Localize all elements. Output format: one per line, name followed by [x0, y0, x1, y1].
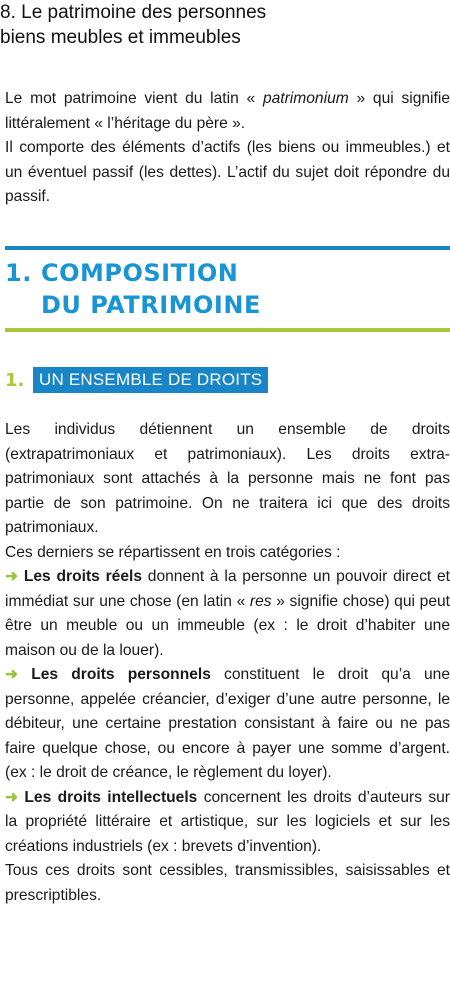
page-title-line-1: 8. Le patrimoine des personnes [0, 2, 267, 23]
list-item-droits-reels [5, 565, 450, 663]
section-bottom-rule [5, 328, 450, 332]
list-item-term: Les droits intellectuels [24, 788, 198, 806]
arrow-right-icon: ➜ [5, 788, 19, 806]
section-heading [5, 257, 450, 321]
body-text [5, 418, 450, 908]
list-item-text: » signifie chose) qui peut être un meuble ou un immeuble (ex : le droit d’habiter une maison ou de la louer). [5, 592, 450, 659]
arrow-right-icon: ➜ [5, 568, 19, 585]
section-number: 1. [5, 259, 32, 287]
list-item-text: donnent à la personne un pouvoir direct et immédiat sur une chose (en latin « [5, 568, 450, 610]
arrow-right-icon: ➜ [5, 666, 19, 683]
intro-latin-term: patrimonium [262, 90, 349, 107]
list-item-droits-intellectuels [5, 786, 450, 860]
list-item-latin-term: res [249, 592, 272, 610]
list-item-text: constituent le droit qu’a une personne, appelée créancier, d’exiger d’une autre personne, le débiteur, une certaine prestation consistant à faire ou ne pas faire quelque chose, ou encore à payer une somme d’argent. (ex : le droit de créance, le règlement du loyer). [5, 666, 450, 781]
section-title-line-2: DU PATRIMOINE [41, 291, 261, 319]
intro-text: » qui signifie littéralement « l’héritage du père ». [5, 90, 450, 132]
intro-paragraph-1 [5, 87, 450, 136]
list-item-term: Les droits réels [23, 568, 143, 585]
subsection-number: 1. [5, 369, 25, 391]
section-top-rule [5, 246, 450, 250]
intro-block [5, 87, 450, 210]
list-item-text: concernent les droits d’auteurs sur la propriété littéraire et artistique, sur les logiciels et sur les créations industriels (ex : brevets d’invention). [5, 788, 450, 855]
body-paragraph-1: Les individus détiennent un ensemble de droits (extrapatrimoniaux et patrimoniaux). Les droits extra-patrimoniaux sont attachés à la personne mais ne font pas partie de son patrimoine. On ne traitera ici que des droits patrimoniaux. [5, 421, 450, 536]
intro-text: Le mot patrimoine vient du latin « [5, 90, 263, 107]
intro-paragraph-2: Il comporte des éléments d’actifs (les biens ou immeubles.) et un éventuel passif (les dettes). L’actif du sujet doit répondre du passif. [5, 139, 450, 205]
section-title-line-1: COMPOSITION [41, 259, 239, 287]
body-paragraph-2: Ces derniers se répartissent en trois catégories : [5, 543, 341, 561]
list-item-droits-personnels [5, 663, 450, 786]
body-closing-paragraph: Tous ces droits sont cessibles, transmissibles, saisissables et prescriptibles. [5, 862, 450, 904]
subsection-heading [5, 367, 268, 393]
page-title [0, 0, 450, 50]
page-title-line-2: biens meubles et immeubles [0, 27, 241, 48]
list-item-term: Les droits personnels [31, 666, 211, 683]
subsection-title: UN ENSEMBLE DE DROITS [33, 367, 268, 393]
